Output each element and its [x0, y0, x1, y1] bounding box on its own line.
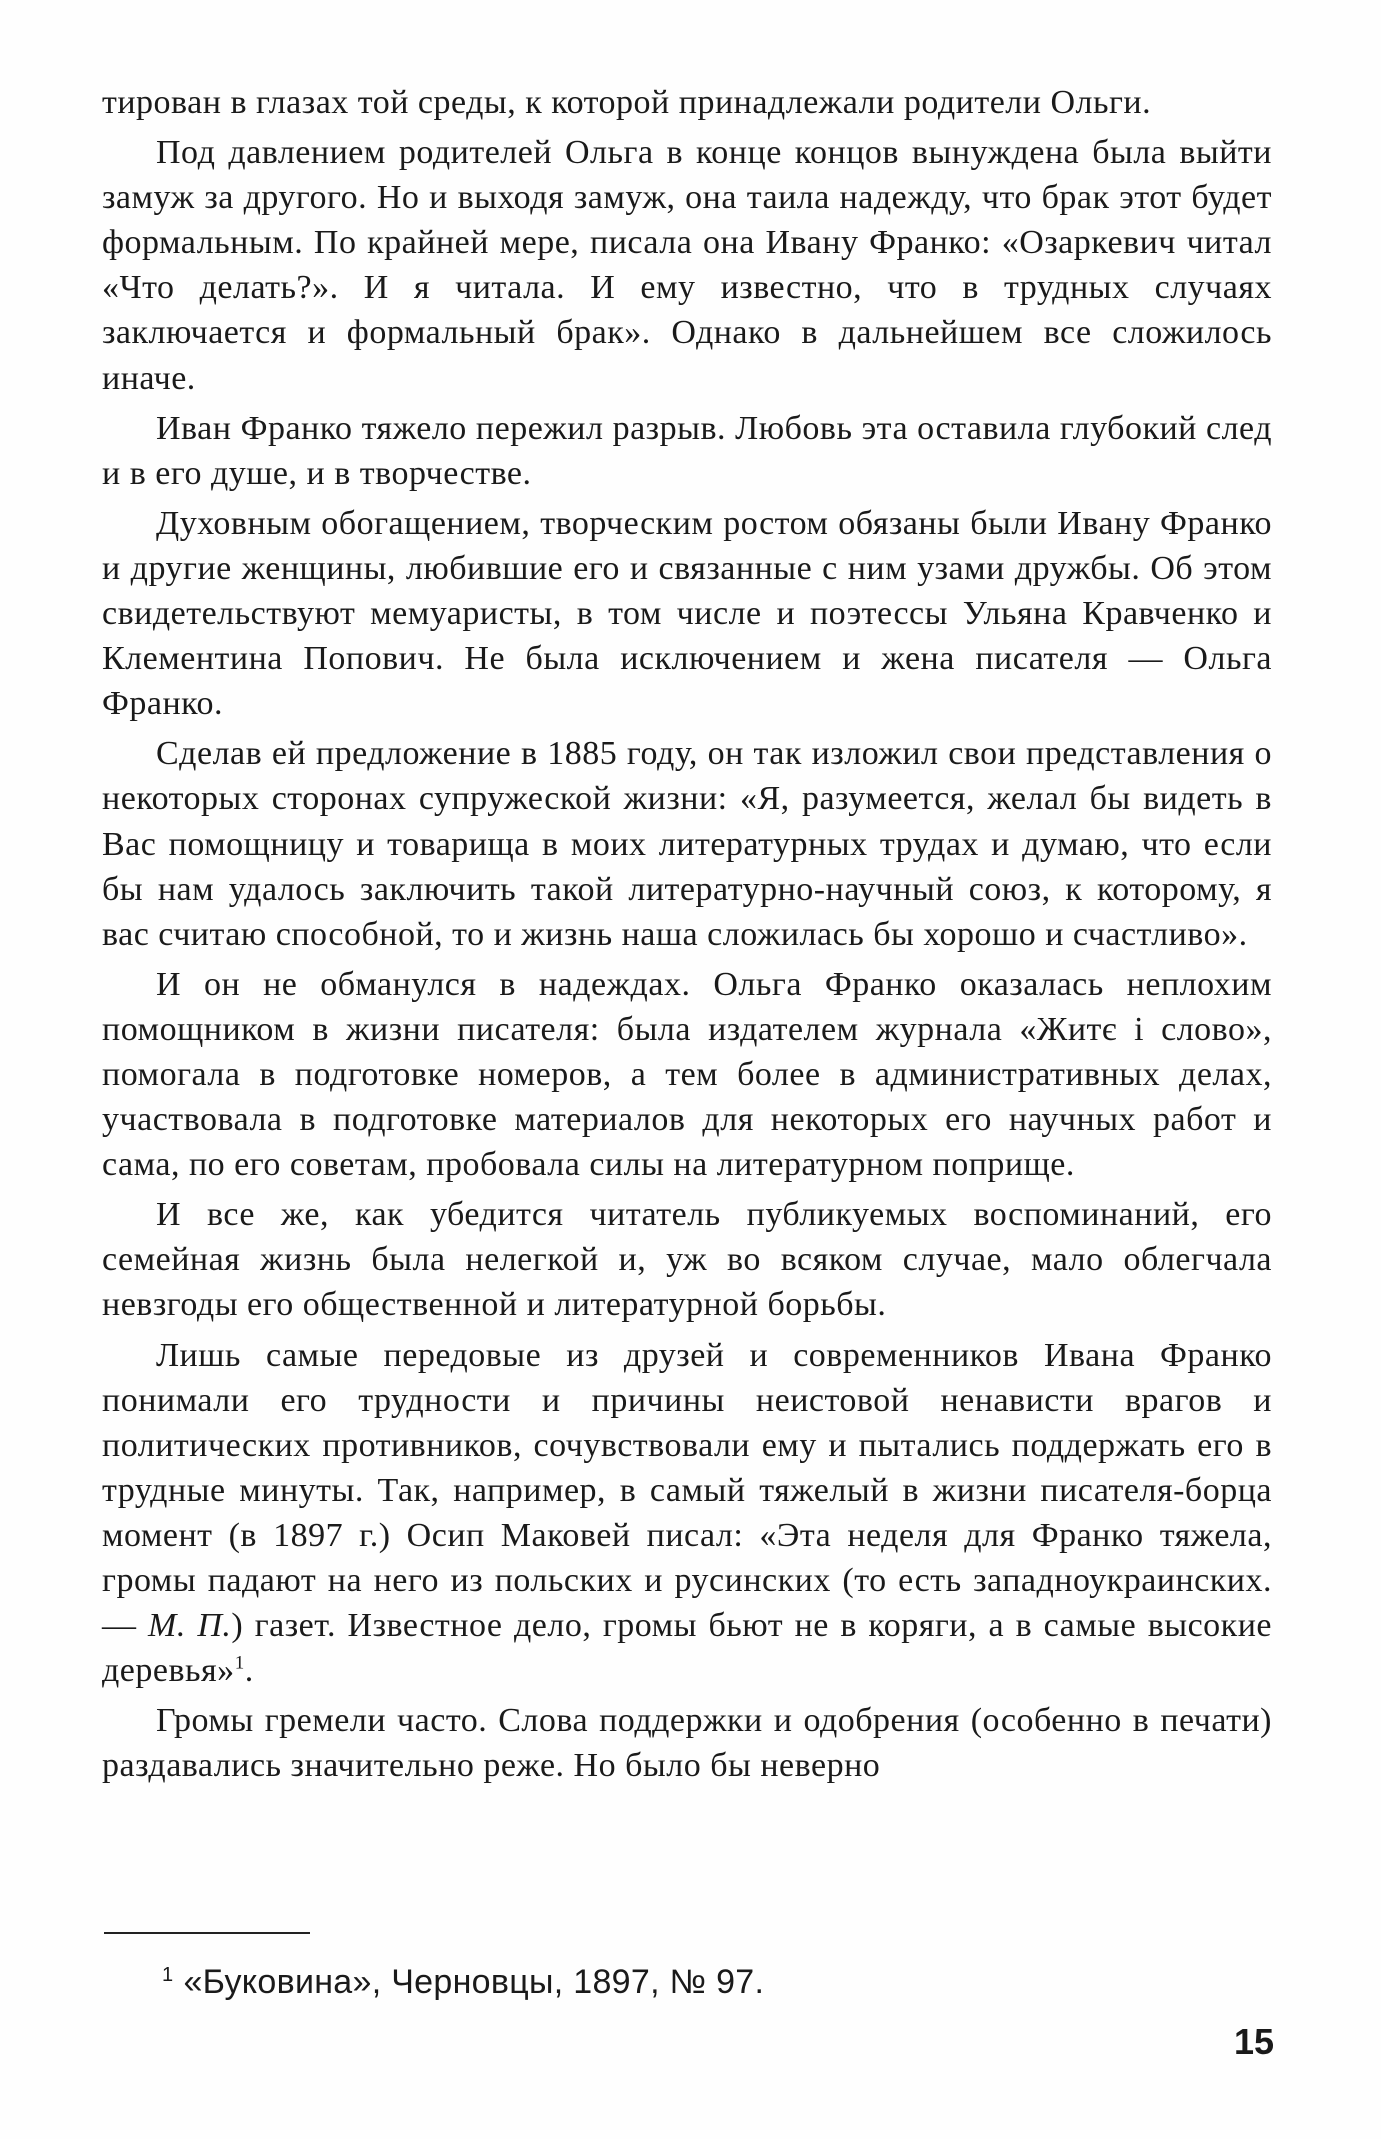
paragraph-text: Лишь самые передовые из друзей и современников Ивана Франко понимали его трудности и причины неистовой ненависти врагов и политических противников, сочувствовали ему и пытались поддержать его в трудные минуты. Так, например, в самый тяжелый в жизни писателя-борца момент (в 1897 г.) Осип Маковей писал: «Эта неделя для Франко тяжела, громы падают на него из польских и русинских (то есть западноукраинских. — — [102, 1336, 1272, 1645]
footnote — [162, 1961, 1262, 2003]
paragraph-text: . — [244, 1652, 254, 1690]
paragraph: Сделав ей предложение в 1885 году, он так изложил свои представления о некоторых сторонах супружеской жизни: «Я, разумеется, желал бы видеть в Вас помощницу и товарища в моих литературных трудах и думаю, что если бы нам удалось заключить такой литературно-научный союз, к которому, я вас считаю способной, то и жизнь наша сложилась бы хорошо и счастливо». — [102, 735, 1272, 953]
footnote-reference: 1 — [234, 1652, 245, 1674]
page-number: 15 — [1234, 2021, 1275, 2062]
body-text — [102, 80, 1272, 1793]
paragraph: Иван Франко тяжело пережил разрыв. Любовь эта оставила глубокий след и в его душе, и в творчестве. — [102, 409, 1272, 492]
paragraph: И все же, как убедится читатель публикуемых воспоминаний, его семейная жизнь была нелегкой и, уж во всяком случае, мало облегчала невзгоды его общественной и литературной борьбы. — [102, 1196, 1272, 1324]
paragraph-text: ) газет. Известное дело, громы бьют не в коряги, а в самые высокие деревья» — [102, 1607, 1272, 1690]
paragraph: Духовным обогащением, творческим ростом обязаны были Ивану Франко и другие женщины, любившие его и связанные с ним узами дружбы. Об этом свидетельствуют мемуаристы, в том числе и поэтессы Ульяна Кравченко и Клементина Попович. Не была исключением и жена писателя — Ольга Франко. — [102, 504, 1272, 723]
paragraph: Громы гремели часто. Слова поддержки и одобрения (особенно в печати) раздавались значительно реже. Но было бы неверно — [102, 1702, 1272, 1785]
paragraph: И он не обманулся в надеждах. Ольга Франко оказалась неплохим помощником в жизни писателя: была издателем журнала «Житє і слово», помогала в подготовке номеров, а тем более в административных делах, участвовала в подготовке материалов для некоторых его научных работ и сама, по его советам, пробовала силы на литературном поприще. — [102, 965, 1272, 1184]
footnote-text: «Буковина», Черновцы, 1897, № 97. — [183, 1963, 765, 2001]
paragraph-continued: тирован в глазах той среды, к которой принадлежали родители Ольги. — [102, 84, 1152, 121]
paragraph-with-footnote — [102, 1333, 1272, 1694]
footnote-separator — [104, 1932, 310, 1934]
paragraph: Под давлением родителей Ольга в конце концов вынуждена была выйти замуж за другого. Но и выходя замуж, она таила надежду, что брак этот будет формальным. По крайней мере, писала она Ивану Франко: «Озаркевич читал «Что делать?». И я читала. И ему известно, что в трудных случаях заключается и формальный брак». Однако в дальнейшем все сложилось иначе. — [102, 134, 1272, 397]
author-initials: М. П. — [148, 1607, 232, 1645]
footnote-marker: 1 — [162, 1963, 174, 1986]
